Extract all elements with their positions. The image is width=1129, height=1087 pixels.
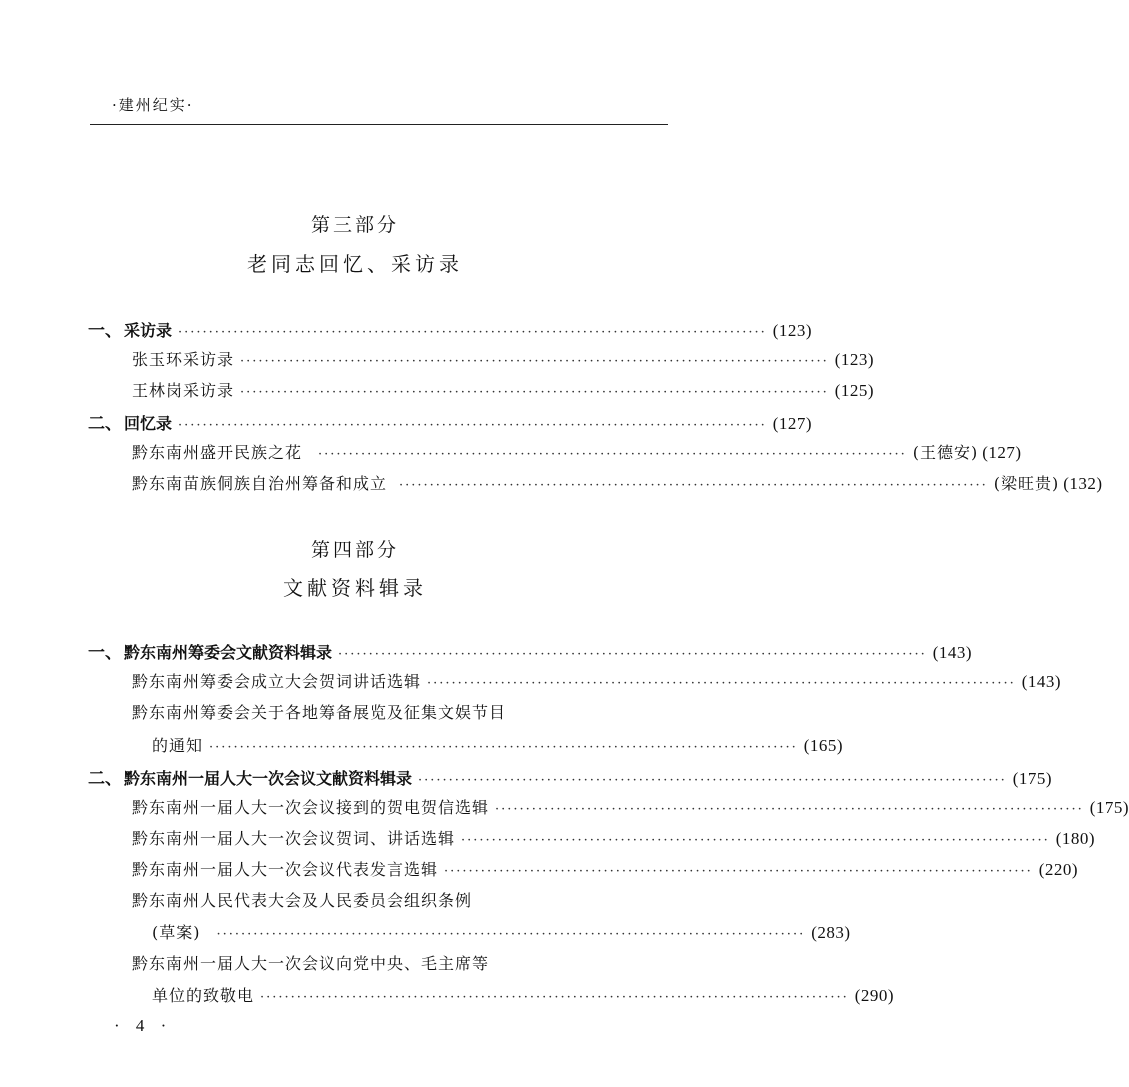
toc-entry[interactable]	[132, 857, 1079, 880]
entry-title: (草案)	[152, 923, 201, 942]
dot-leader: ································································································	[495, 802, 1084, 817]
dot-leader: ································································································	[240, 354, 829, 369]
entry-title: 黔东南州筹委会文献资料辑录	[124, 643, 333, 662]
toc-entry[interactable]	[152, 920, 851, 943]
entry-page: (143)	[1021, 672, 1062, 691]
toc-entry[interactable]	[132, 888, 472, 911]
entry-author: (梁旺贵)	[993, 474, 1060, 493]
entry-page: (283)	[811, 923, 851, 942]
entry-title: 黔东南州筹委会成立大会贺词讲话选辑	[132, 672, 422, 691]
entry-title: 王林岗采访录	[132, 381, 235, 400]
entry-title: 黔东南州一届人大一次会议文献资料辑录	[124, 769, 413, 788]
entry-number: 一、	[88, 321, 122, 341]
dot-leader: ································································································	[178, 418, 767, 433]
entry-page: (165)	[803, 736, 844, 755]
entry-number: 二、	[88, 769, 122, 789]
page-number: · 4 ·	[114, 1016, 173, 1035]
toc-entry[interactable]	[132, 795, 1129, 818]
entry-page: (123)	[834, 350, 875, 369]
entry-page: (290)	[854, 986, 895, 1005]
toc-entry[interactable]	[132, 378, 875, 401]
dot-leader: ································································································	[444, 864, 1033, 879]
toc-entry[interactable]	[132, 347, 875, 370]
dot-leader: ································································································	[418, 773, 1007, 788]
toc-entry[interactable]	[132, 700, 506, 723]
entry-page: (127)	[982, 443, 1022, 462]
entry-number: 二、	[88, 414, 122, 434]
entry-page: (175)	[1012, 769, 1053, 788]
entry-title: 单位的致敬电	[152, 986, 255, 1005]
toc-entry[interactable]	[88, 764, 1053, 789]
entry-title: 黔东南州一届人大一次会议代表发言选辑	[132, 860, 439, 879]
section-4-title: 文献资料辑录	[283, 576, 427, 600]
entry-title: 回忆录	[124, 414, 173, 433]
entry-title: 的通知	[152, 736, 204, 755]
section-4-label: 第四部分	[310, 539, 399, 561]
entry-title: 黔东南州一届人大一次会议向党中央、毛主席等	[132, 954, 490, 973]
toc-entry[interactable]	[88, 316, 813, 341]
entry-page: (180)	[1055, 829, 1096, 848]
toc-entry[interactable]	[132, 440, 1022, 463]
toc-entry[interactable]	[132, 471, 1103, 494]
dot-leader: ································································································	[399, 478, 988, 493]
entry-page: (143)	[932, 643, 973, 662]
toc-entry[interactable]	[152, 983, 895, 1006]
entry-page: (132)	[1063, 474, 1103, 493]
entry-title: 黔东南苗族侗族自治州筹备和成立	[132, 474, 388, 493]
entry-title: 黔东南州一届人大一次会议接到的贺电贺信选辑	[132, 798, 490, 817]
dot-leader: ································································································	[338, 647, 927, 662]
section-3-title: 老同志回忆、采访录	[247, 252, 463, 276]
dot-leader: ································································································	[260, 990, 849, 1005]
toc-entry[interactable]	[132, 951, 489, 974]
entry-page: (220)	[1038, 860, 1079, 879]
dot-leader: ································································································	[240, 385, 829, 400]
entry-title: 采访录	[124, 321, 173, 340]
toc-entry[interactable]	[152, 733, 844, 756]
entry-title: 黔东南州筹委会关于各地筹备展览及征集文娱节目	[132, 703, 507, 722]
dot-leader: ································································································	[209, 740, 798, 755]
toc-entry[interactable]	[132, 669, 1062, 692]
entry-page: (123)	[772, 321, 813, 340]
entry-title: 黔东南州盛开民族之花	[132, 443, 303, 462]
entry-page: (125)	[834, 381, 875, 400]
section-3-label: 第三部分	[310, 214, 399, 236]
entry-title: 黔东南州一届人大一次会议贺词、讲话选辑	[132, 829, 456, 848]
dot-leader: ································································································	[318, 447, 907, 462]
dot-leader: ································································································	[216, 927, 806, 942]
toc-entry[interactable]	[88, 409, 813, 434]
entry-number: 一、	[88, 643, 122, 663]
entry-title: 张玉环采访录	[132, 350, 235, 369]
toc-entry[interactable]	[88, 638, 973, 663]
entry-author: (王德安)	[912, 443, 979, 462]
dot-leader: ································································································	[427, 676, 1016, 691]
toc-entry[interactable]	[132, 826, 1096, 849]
dot-leader: ································································································	[178, 325, 767, 340]
entry-page: (175)	[1089, 798, 1129, 817]
header-rule	[90, 124, 668, 125]
entry-title: 黔东南州人民代表大会及人民委员会组织条例	[132, 891, 473, 910]
dot-leader: ································································································	[461, 833, 1050, 848]
entry-page: (127)	[772, 414, 813, 433]
running-header: ·建州纪实·	[112, 96, 194, 114]
